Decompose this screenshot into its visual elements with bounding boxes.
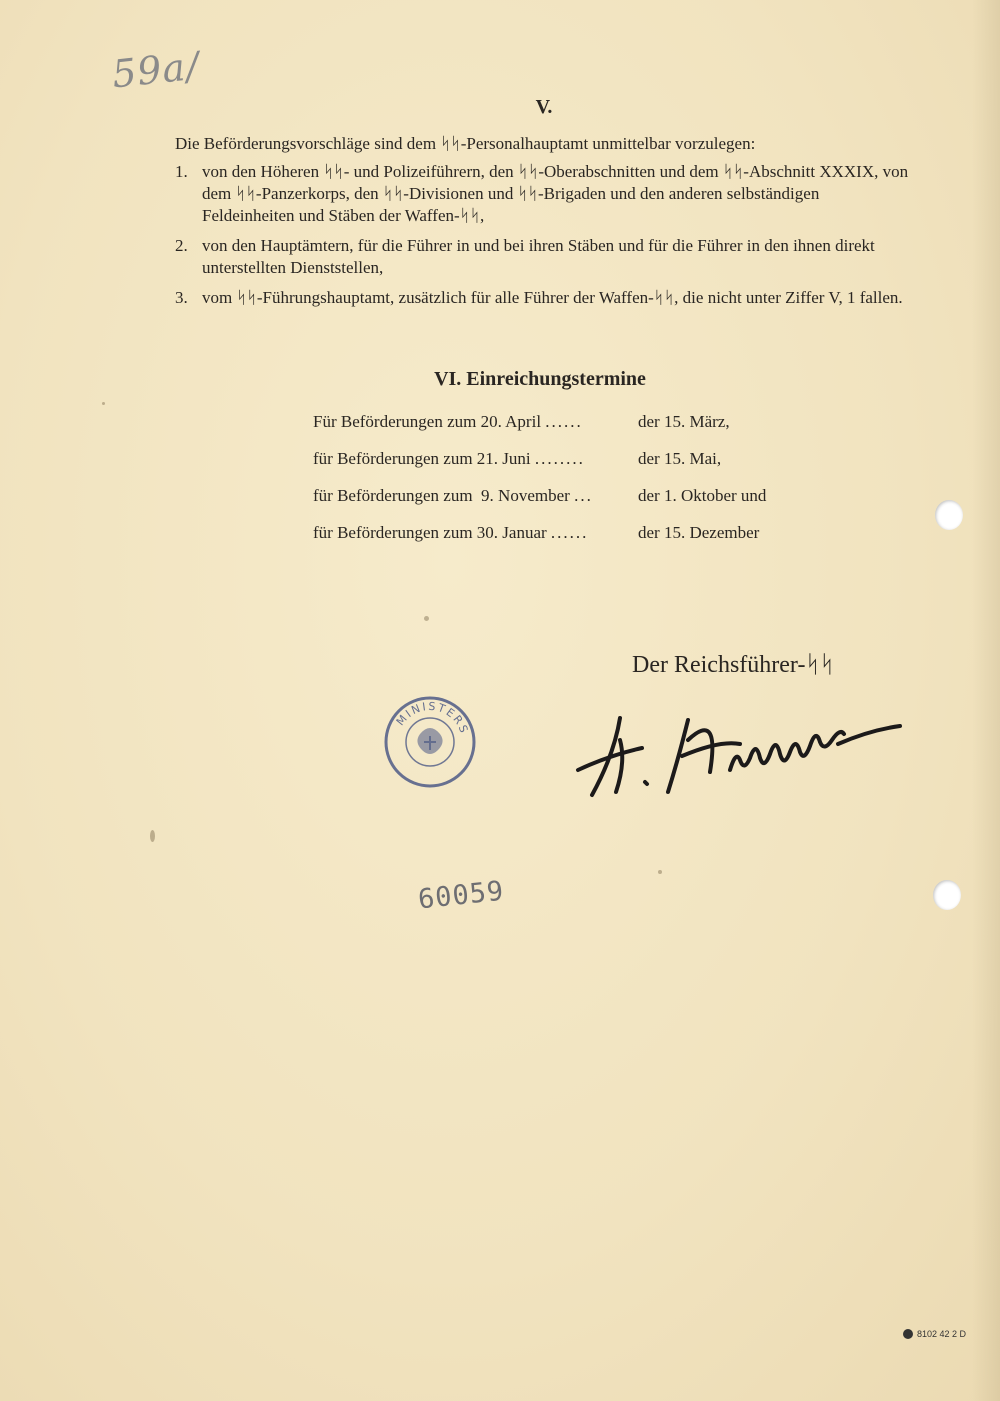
printer-mark-icon (903, 1329, 913, 1339)
deadline-value: der 15. Dezember (638, 523, 760, 542)
paper-speck (424, 616, 429, 621)
list-item (175, 235, 910, 279)
deadline-row (313, 412, 793, 449)
promotion-date-label: Für Beförderungen zum 20. April ...... (313, 412, 583, 431)
section-v-list (175, 161, 910, 317)
deadline-row (313, 523, 793, 560)
handwritten-signature (570, 700, 910, 810)
promotion-date-label: für Beförderungen zum 30. Januar ...... (313, 523, 589, 542)
punch-hole (933, 880, 961, 910)
list-item-number: 3. (175, 288, 188, 307)
list-item-text: von den Hauptämtern, für die Führer in und bei ihren Stäben und für die Führer in den ihnen direkt unterstellten Dienststellen, (202, 236, 875, 277)
promotion-date-label: für Beförderungen zum 21. Juni ........ (313, 449, 585, 468)
list-item-text: von den Höheren ᛋᛋ- und Polizeiführern, den ᛋᛋ-Oberabschnitten und dem ᛋᛋ-Abschnitt XXXIX, von dem ᛋᛋ-Panzerkorps, den ᛋᛋ-Divisionen und ᛋᛋ-Brigaden und den anderen selbständigen Feldeinheiten und Stäben der Waffen-ᛋᛋ, (202, 162, 909, 225)
deadline-value: der 1. Oktober und (638, 486, 767, 505)
paper-speck (658, 870, 662, 874)
section-v-number: V. (535, 96, 553, 118)
section-v-intro: Die Beförderungsvorschläge sind dem ᛋᛋ-Personalhauptamt unmittelbar vorzulegen: (175, 134, 756, 153)
printer-code-text: 8102 42 2 D (917, 1329, 967, 1339)
paper-speck (150, 830, 155, 842)
deadline-value: der 15. März, (638, 412, 730, 431)
paper-edge-shadow (972, 0, 1000, 1401)
deadline-table (313, 412, 793, 560)
list-item-number: 2. (175, 236, 188, 255)
promotion-date-label: für Beförderungen zum 9. November ... (313, 486, 593, 505)
paper-speck (102, 402, 105, 405)
list-item (175, 161, 910, 227)
deadline-row (313, 486, 793, 523)
list-item (175, 287, 910, 309)
list-item-text: vom ᛋᛋ-Führungshauptamt, zusätzlich für alle Führer der Waffen-ᛋᛋ, die nicht unter Ziffer V, 1 fallen. (202, 288, 903, 307)
section-vi-heading: VI. Einreichungstermine (434, 368, 646, 390)
list-item-number: 1. (175, 162, 188, 181)
stamp-text: MINISTERS (393, 699, 471, 737)
handwritten-page-number: 59a/ (109, 43, 202, 97)
printer-code (903, 1329, 966, 1339)
deadline-row (313, 449, 793, 486)
punch-hole (935, 500, 963, 530)
closing-title: Der Reichsführer-ᛋᛋ (632, 652, 835, 678)
deadline-value: der 15. Mai, (638, 449, 722, 468)
archive-number-stamp: 60059 (416, 875, 506, 916)
ministry-seal-stamp (380, 692, 480, 792)
